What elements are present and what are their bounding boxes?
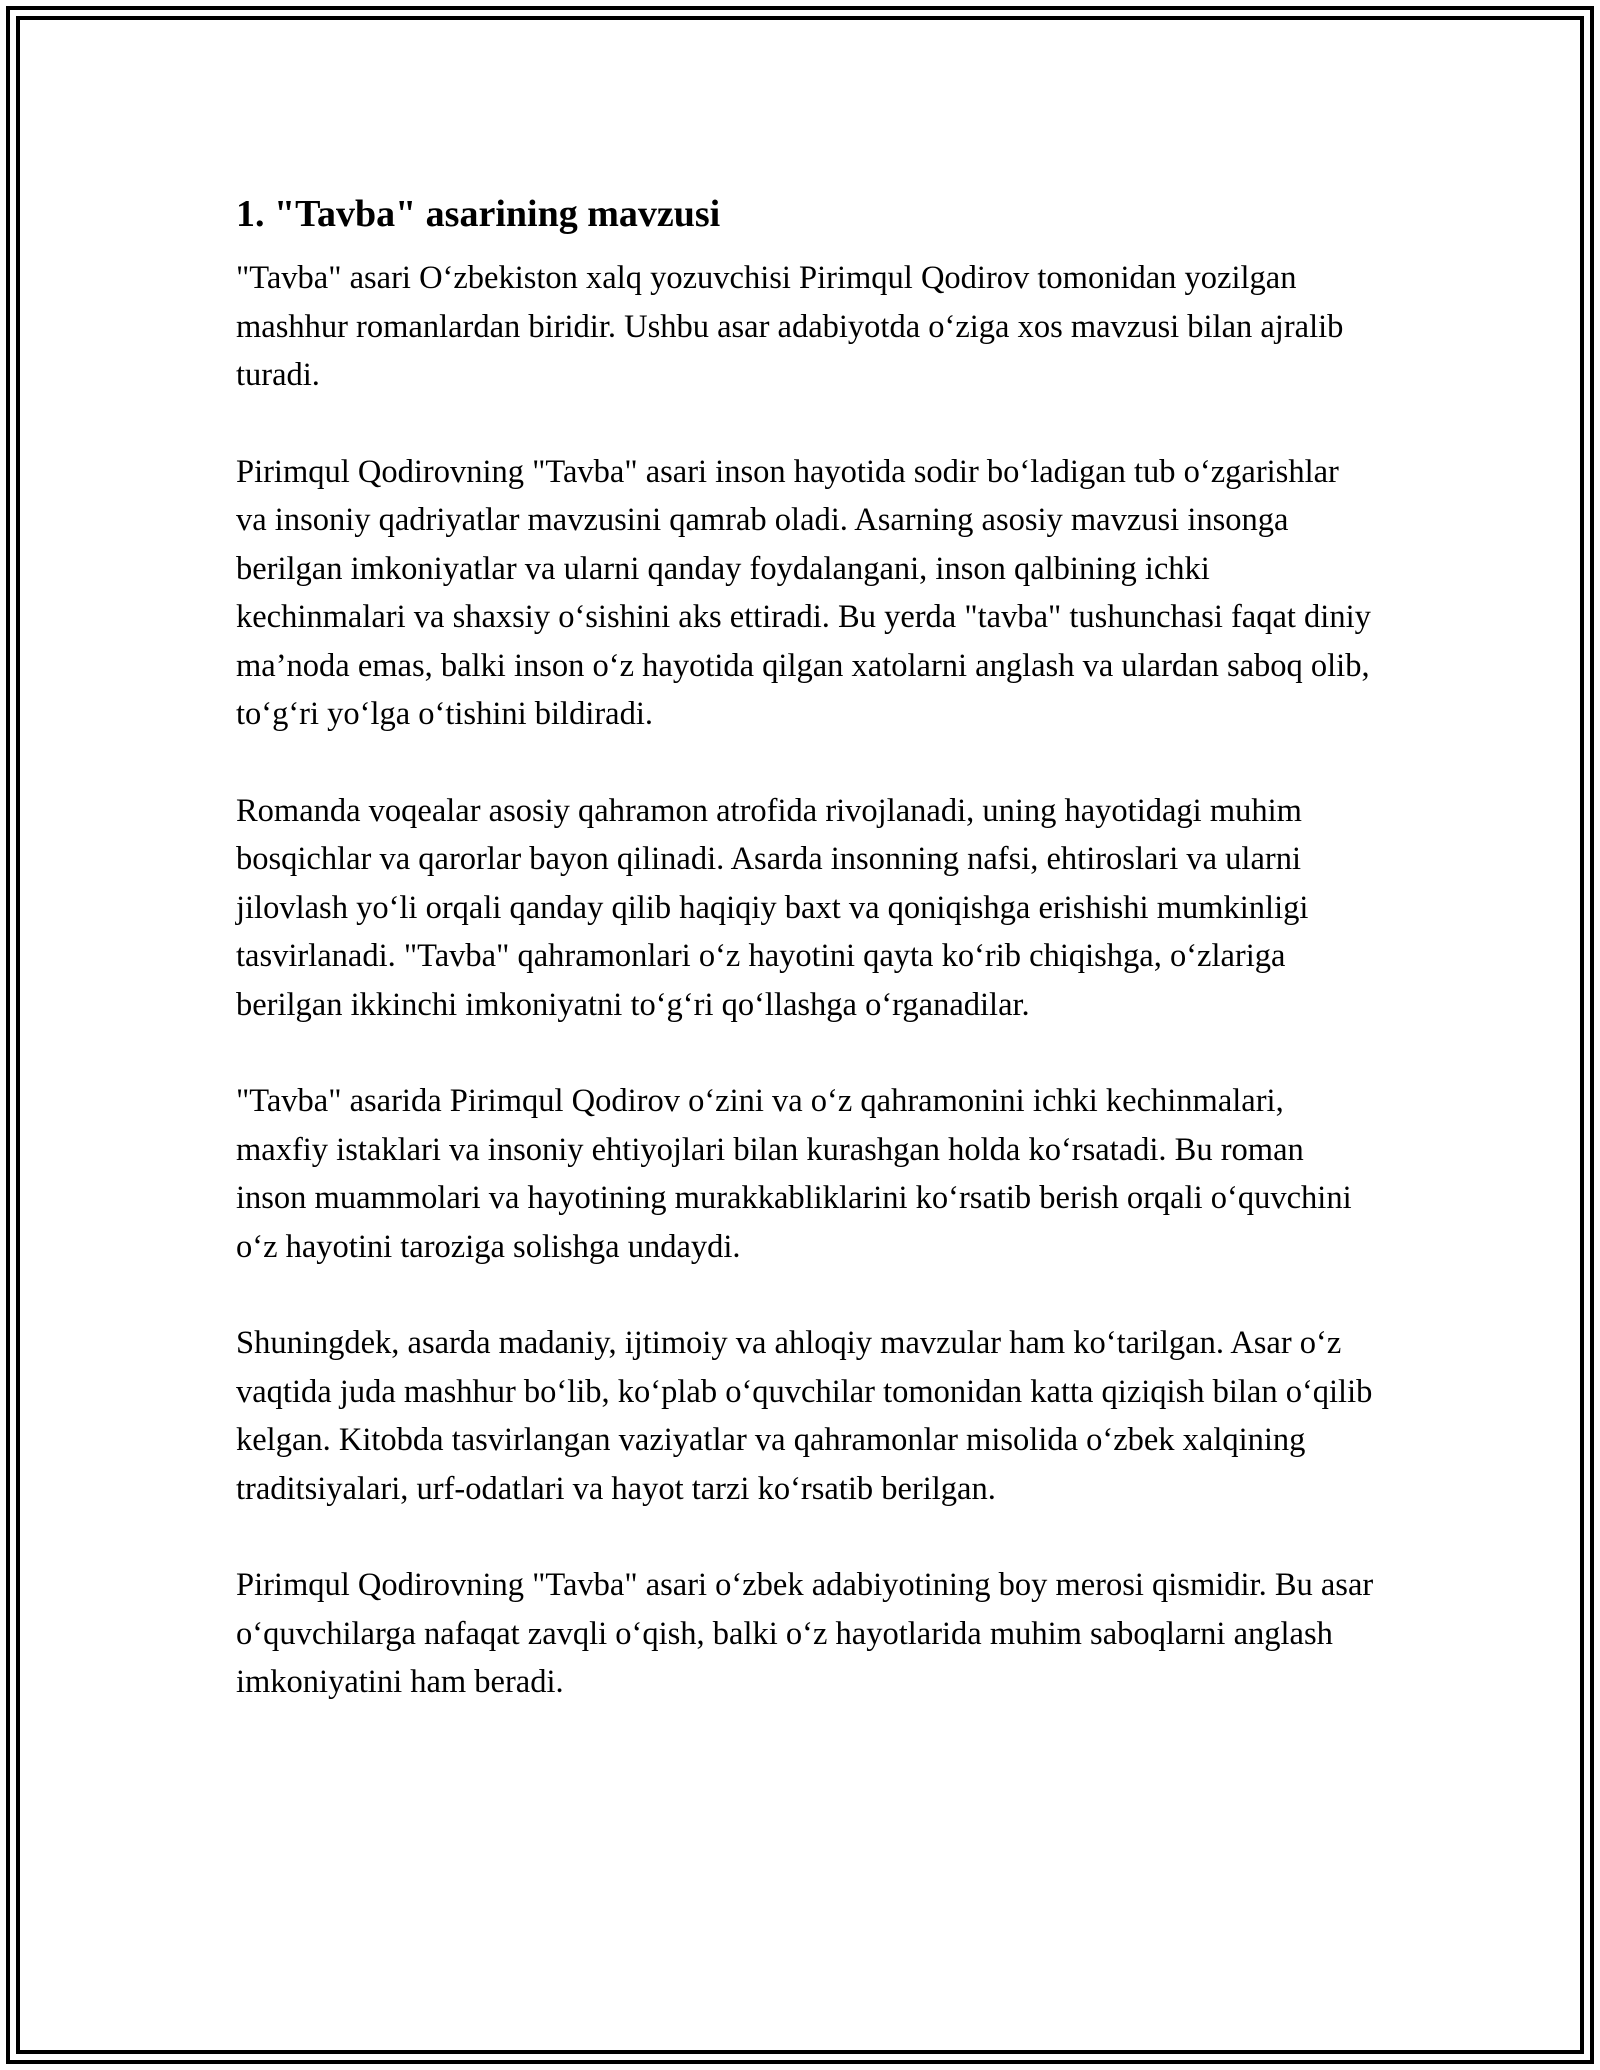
section-heading: 1. "Tavba" asarining mavzusi <box>236 193 721 235</box>
paragraph-characters: "Tavba" asarida Pirimqul Qodirov o‘zini va o‘z qahramonini ichki kechinmalari, maxfiy istaklari va insoniy ehtiyojlari bilan kurashgan holda ko‘rsatadi. Bu roman inson muammolari va hayotining murakkabliklarini ko‘rsatib berish orqali o‘quvchini o‘z hayotini taroziga solishga undaydi. <box>236 1083 1352 1265</box>
document-body <box>236 188 1376 1707</box>
paragraph-intro: "Tavba" asari O‘zbekiston xalq yozuvchisi Pirimqul Qodirov tomonidan yozilgan mashhur romanlardan biridir. Ushbu asar adabiyotda o‘ziga xos mavzusi bilan ajralib turadi. <box>236 260 1344 393</box>
paragraph-culture: Shuningdek, asarda madaniy, ijtimoiy va ahloqiy mavzular ham ko‘tarilgan. Asar o‘z vaqtida juda mashhur bo‘lib, ko‘plab o‘quvchilar tomonidan katta qiziqish bilan o‘qilib kelgan. Kitobda tasvirlangan vaziyatlar va qahramonlar misolida o‘zbek xalqining traditsiyalari, urf-odatlari va hayot tarzi ko‘rsatib berilgan. <box>236 1325 1373 1507</box>
paragraph-conclusion: Pirimqul Qodirovning "Tavba" asari o‘zbek adabiyotining boy merosi qismidir. Bu asar o‘quvchilarga nafaqat zavqli o‘qish, balki o‘z hayotlarida muhim saboqlarni anglash imkoniyatini ham beradi. <box>236 1567 1374 1700</box>
paragraph-plot: Romanda voqealar asosiy qahramon atrofida rivojlanadi, uning hayotidagi muhim bosqichlar va qarorlar bayon qilinadi. Asarda insonning nafsi, ehtiroslari va ularni jilovlash yo‘li orqali qanday qilib haqiqiy baxt va qoniqishga erishishi mumkinligi tasvirlanadi. "Tavba" qahramonlari o‘z hayotini qayta ko‘rib chiqishga, o‘zlariga berilgan ikkinchi imkoniyatni to‘g‘ri qo‘llashga o‘rganadilar. <box>236 792 1309 1023</box>
paragraph-theme: Pirimqul Qodirovning "Tavba" asari inson hayotida sodir bo‘ladigan tub o‘zgarishlar va insoniy qadriyatlar mavzusini qamrab oladi. Asarning asosiy mavzusi insonga berilgan imkoniyatlar va ularni qanday foydalangani, inson qalbining ichki kechinmalari va shaxsiy o‘sishini aks ettiradi. Bu yerda "tavba" tushunchasi faqat diniy ma’noda emas, balki inson o‘z hayotida qilgan xatolarni anglash va ulardan saboq olib, to‘g‘ri yo‘lga o‘tishini bildiradi. <box>236 453 1371 732</box>
